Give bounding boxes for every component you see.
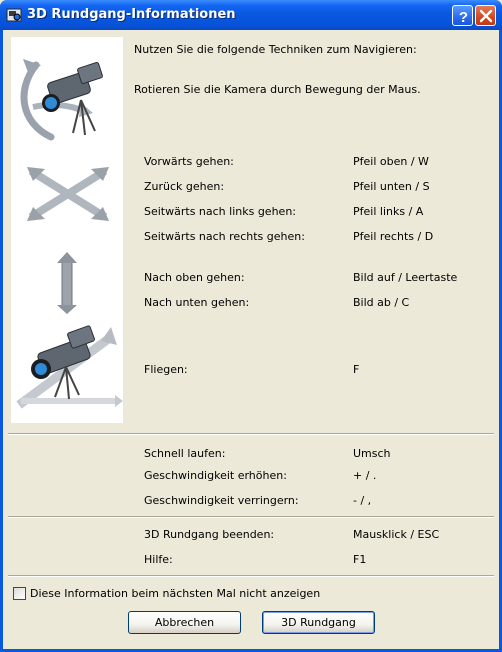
dialog-body bbox=[3, 30, 499, 649]
speed-label: Geschwindigkeit verringern: bbox=[144, 494, 299, 507]
control-label: Nach oben gehen: bbox=[144, 271, 245, 284]
svg-text:?: ? bbox=[458, 9, 469, 26]
dont-show-again-checkbox[interactable] bbox=[13, 587, 26, 600]
speed-label: Schnell laufen: bbox=[144, 447, 226, 460]
other-key: F1 bbox=[353, 553, 367, 566]
other-label: Hilfe: bbox=[144, 553, 173, 566]
title-bar[interactable] bbox=[0, 0, 502, 30]
cancel-button[interactable]: Abbrechen bbox=[128, 611, 241, 634]
help-button[interactable] bbox=[452, 5, 473, 26]
question-mark-icon bbox=[453, 6, 474, 27]
control-label: Seitwärts nach links gehen: bbox=[144, 205, 296, 218]
separator bbox=[8, 575, 494, 577]
control-key: Bild auf / Leertaste bbox=[353, 271, 458, 284]
control-label: Vorwärts gehen: bbox=[144, 155, 234, 168]
control-key: Pfeil unten / S bbox=[353, 180, 430, 193]
intro-rotate-text: Rotieren Sie die Kamera durch Bewegung der Maus. bbox=[134, 83, 421, 96]
speed-key: - / , bbox=[353, 494, 372, 507]
speed-key: Umsch bbox=[353, 447, 391, 460]
control-key: F bbox=[353, 363, 360, 376]
other-key: Mausklick / ESC bbox=[353, 528, 440, 541]
cross-arrows-icon bbox=[23, 165, 113, 223]
other-label: 3D Rundgang beenden: bbox=[144, 528, 275, 541]
walkthrough-app-icon bbox=[6, 7, 22, 23]
speed-key: + / . bbox=[353, 469, 377, 482]
speed-label: Geschwindigkeit erhöhen: bbox=[144, 469, 287, 482]
window-title: 3D Rundgang-Informationen bbox=[27, 7, 236, 22]
control-key: Pfeil rechts / D bbox=[353, 230, 434, 243]
control-key: Pfeil links / A bbox=[353, 205, 424, 218]
control-label: Seitwärts nach rechts gehen: bbox=[144, 230, 305, 243]
illustration-panel bbox=[11, 37, 123, 423]
control-label: Nach unten gehen: bbox=[144, 296, 250, 309]
control-key: Pfeil oben / W bbox=[353, 155, 429, 168]
close-x-icon bbox=[476, 6, 497, 27]
separator bbox=[8, 516, 494, 518]
intro-heading: Nutzen Sie die folgende Techniken zum Navigieren: bbox=[134, 43, 417, 56]
separator bbox=[8, 433, 494, 435]
vertical-arrow-icon bbox=[55, 251, 79, 315]
control-key: Bild ab / C bbox=[353, 296, 410, 309]
dont-show-again-label[interactable]: Diese Information beim nächsten Mal nicht anzeigen bbox=[30, 587, 321, 600]
close-button[interactable] bbox=[475, 5, 496, 26]
control-label: Fliegen: bbox=[144, 363, 188, 376]
start-walkthrough-button[interactable]: 3D Rundgang bbox=[262, 611, 375, 634]
camera-fly-icon bbox=[11, 317, 123, 412]
control-label: Zurück gehen: bbox=[144, 180, 225, 193]
camera-rotate-icon bbox=[11, 45, 123, 145]
